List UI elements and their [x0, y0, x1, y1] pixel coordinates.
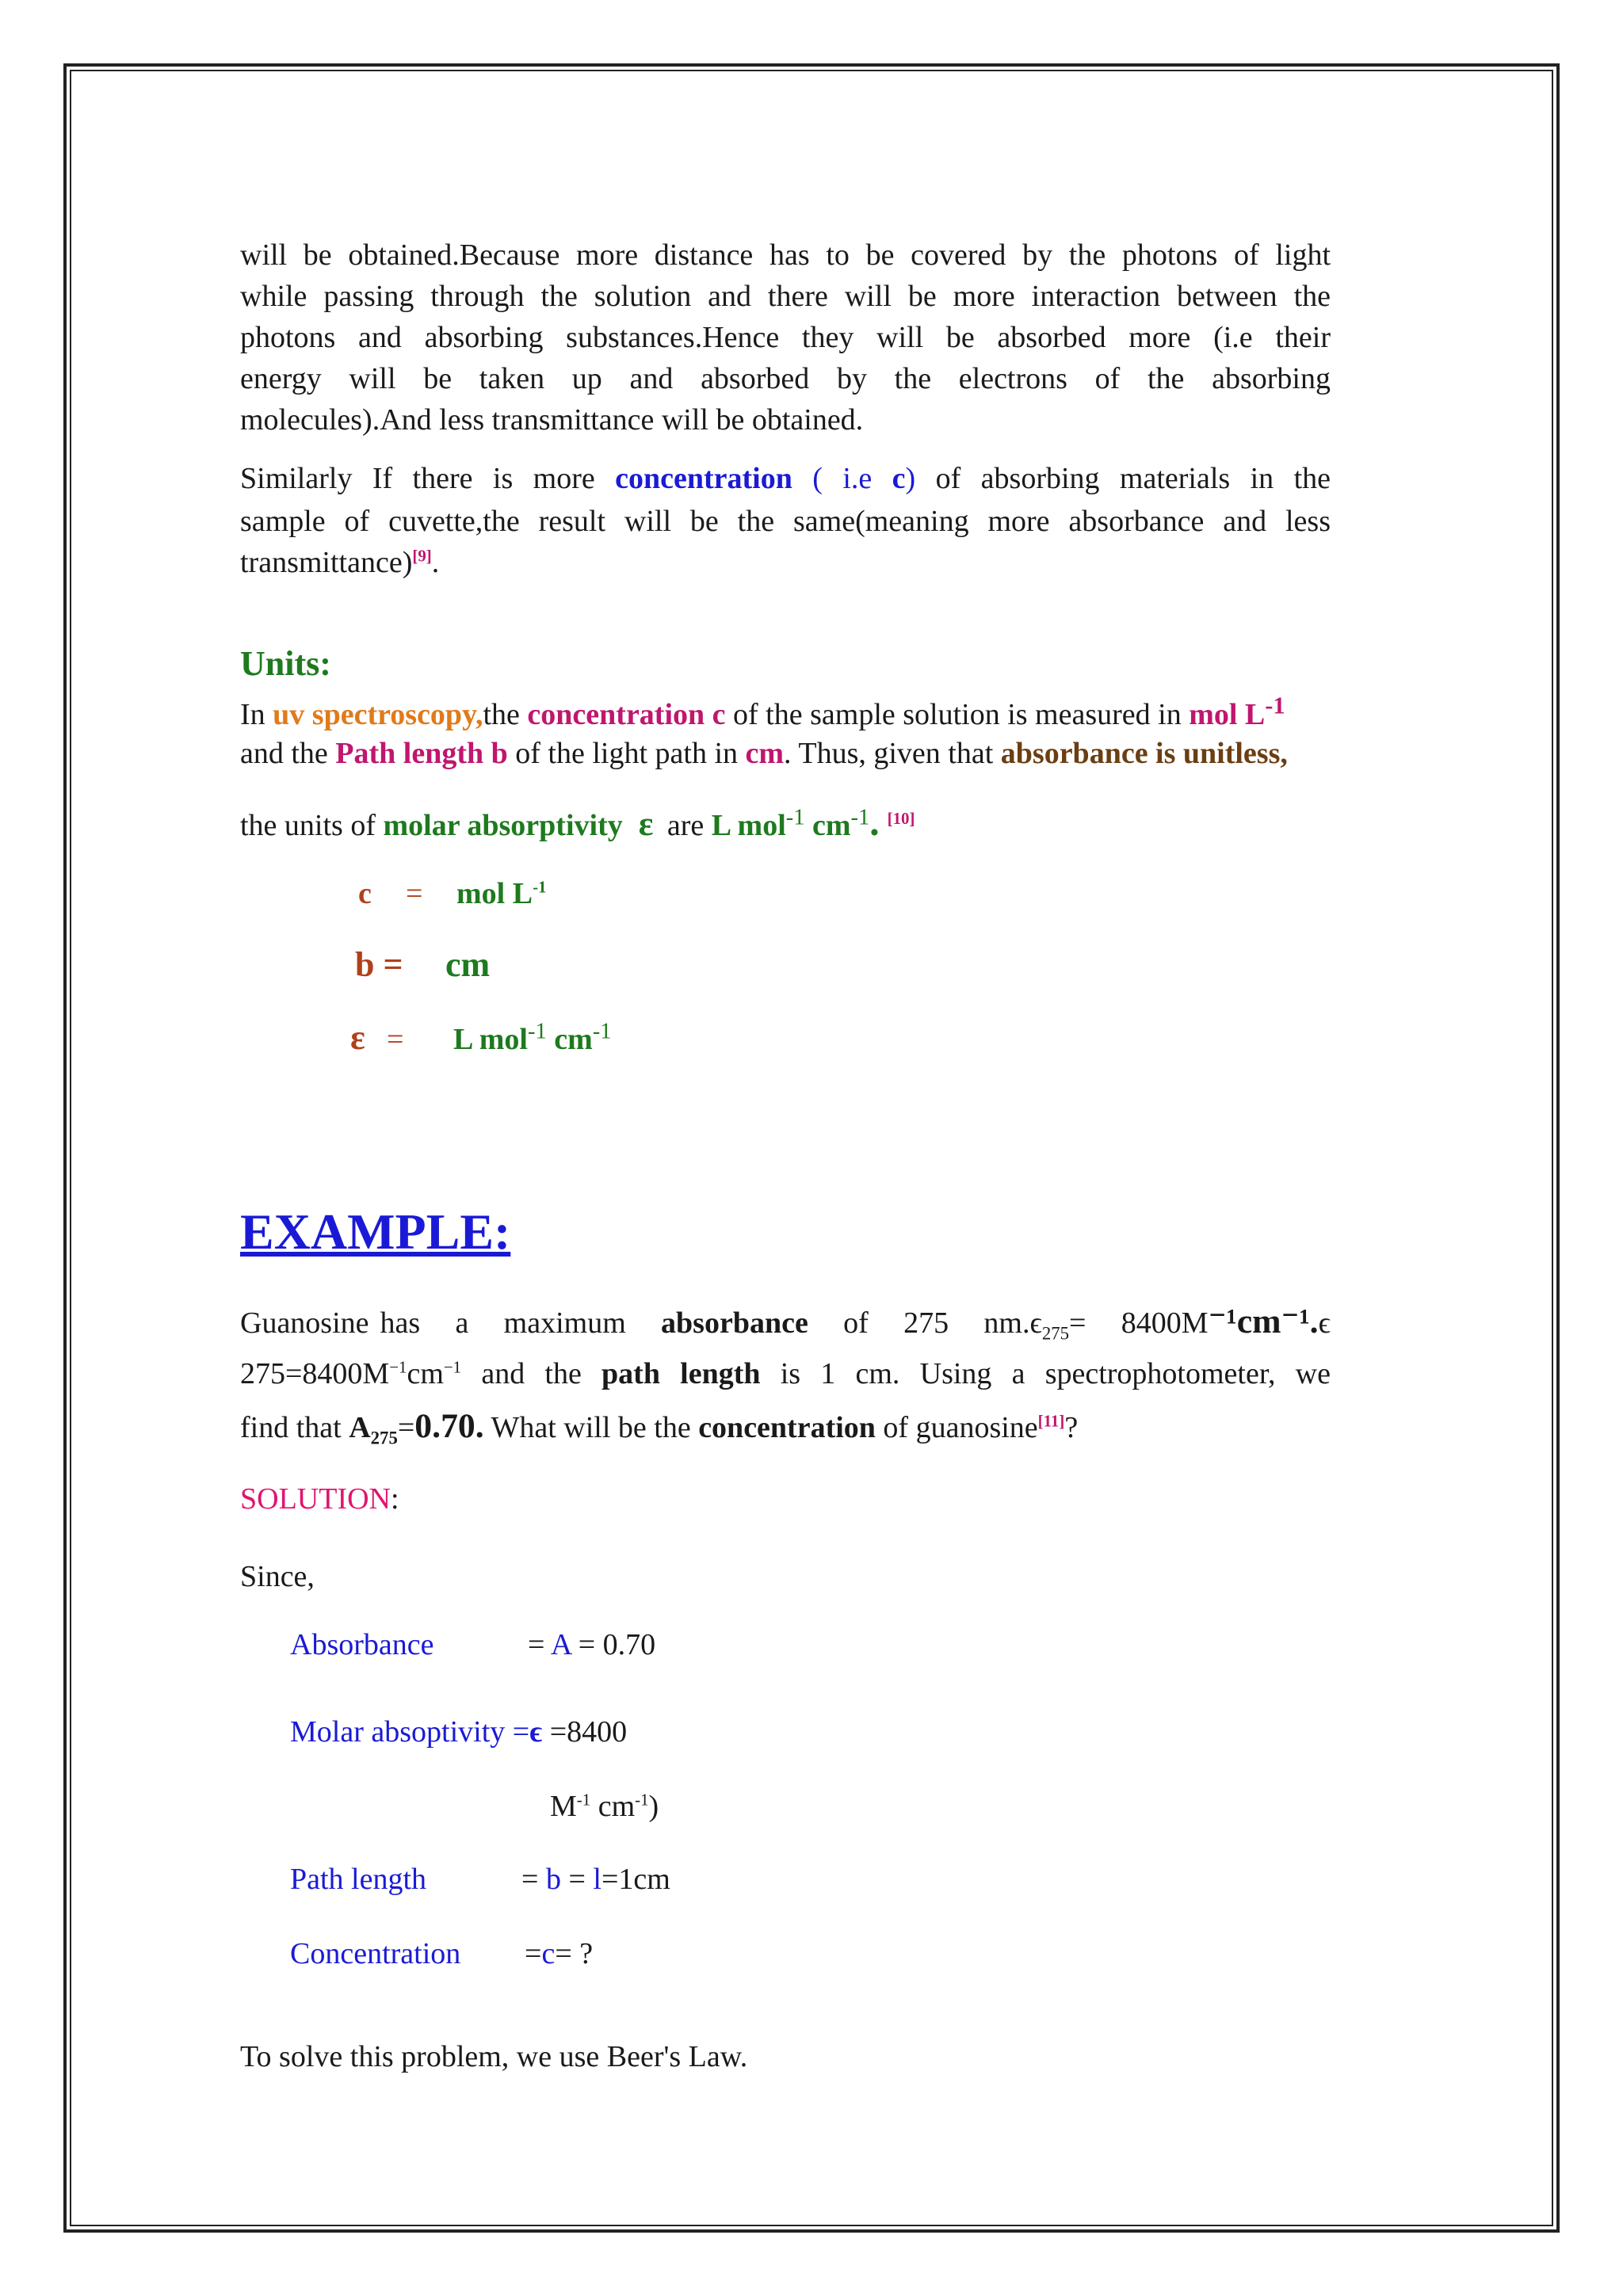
text: of the light path in — [507, 737, 746, 770]
text: and the — [461, 1357, 602, 1390]
text: . — [431, 546, 440, 579]
text: transmittance) — [240, 546, 413, 579]
exponent: −1 — [389, 1357, 407, 1377]
text: find that — [240, 1411, 349, 1444]
example-line-3 — [240, 1405, 1078, 1448]
concentration-label: Concentration — [290, 1937, 461, 1970]
para1-line-2: while passing through the solution and there will be more interaction between the — [240, 280, 1331, 313]
c-symbol: c — [892, 462, 906, 495]
text: are — [659, 809, 712, 842]
text: Similarly If there is more — [240, 462, 616, 495]
path-length-term: path length — [601, 1357, 761, 1390]
subscript: 275 — [1041, 1323, 1070, 1344]
since-text: Since, — [240, 1560, 315, 1593]
epsilon-unit — [453, 1019, 612, 1060]
absorbance-term: absorbance — [661, 1306, 808, 1340]
close-paren: ) — [905, 462, 916, 495]
text: the — [483, 698, 528, 731]
l-symbol: l — [593, 1863, 601, 1896]
paragraph-photons — [240, 235, 1331, 441]
absorbance-value — [528, 1624, 655, 1665]
unit-exponent: -1 — [527, 1019, 547, 1044]
para1-line-4: energy will be taken up and absorbed by the electrons of the absorbing — [240, 362, 1331, 395]
absorbance-unitless-term: absorbance is unitless, — [1000, 737, 1288, 770]
b-symbol: b = — [355, 945, 403, 984]
text: of the sample solution is measured in — [725, 698, 1190, 731]
uv-spectroscopy-term: uv spectroscopy, — [273, 698, 483, 731]
path-length-b-term: Path length b — [335, 737, 508, 770]
reference-10: [10] — [887, 809, 915, 829]
reference-9: [9] — [412, 546, 432, 566]
text: ? — [1064, 1411, 1079, 1444]
example-line-1 — [240, 1301, 1331, 1344]
para2-line-2: sample of cuvette,the result will be the same(meaning more absorbance and less — [240, 505, 1331, 538]
text: of guanosine — [875, 1411, 1038, 1444]
text: . Thus, given that — [784, 737, 1001, 770]
solution-label — [240, 1478, 399, 1520]
epsilon-symbol: ϵ — [529, 1715, 543, 1749]
para1-line-5: molecules).And less transmittance will be obtained. — [240, 403, 864, 437]
epsilon-symbol: ϵ — [1029, 1306, 1042, 1340]
text: M — [550, 1790, 577, 1823]
exponent: -1 — [576, 1790, 591, 1810]
units-line-2 — [240, 733, 1288, 774]
text: cm — [407, 1357, 444, 1390]
units-line-3 — [240, 802, 915, 846]
concentration-c-term: concentration c — [527, 698, 726, 731]
units-heading: Units: — [240, 644, 331, 683]
text: = 8400M — [1069, 1306, 1209, 1340]
example-line-2 — [240, 1353, 1331, 1394]
unit-exponent: -1 — [592, 1019, 612, 1044]
cm-unit: cm — [745, 737, 785, 770]
absorbance-label: Absorbance — [290, 1628, 434, 1661]
para1-line-3: photons and absorbing substances.Hence they will be absorbed more (i.e their — [240, 321, 1331, 354]
molar-label: Molar absoptivity — [290, 1715, 506, 1749]
paragraph-concentration — [240, 458, 1331, 583]
text: Guanosine — [240, 1306, 369, 1340]
text: = — [560, 1863, 594, 1896]
mol-l-unit: mol L — [1189, 698, 1266, 731]
b-unit: cm — [445, 945, 491, 984]
text: of 275 nm. — [808, 1306, 1030, 1340]
concentration-term: concentration — [698, 1411, 876, 1444]
text: L mol — [453, 1023, 528, 1056]
subscript: 275 — [370, 1428, 398, 1448]
reference-11: [11] — [1037, 1411, 1065, 1431]
cm-unit: cm — [804, 809, 851, 842]
epsilon-equals: = — [387, 1023, 404, 1056]
text: cm — [590, 1790, 636, 1823]
unit-exponent: -1 — [785, 805, 805, 830]
ie-text: ( i.e — [792, 462, 892, 495]
text: =1cm — [601, 1863, 670, 1896]
unit-exponent: -1 — [850, 805, 870, 830]
c-unit — [456, 873, 546, 914]
para2-line-3 — [240, 542, 1331, 583]
text: = — [525, 1937, 542, 1970]
epsilon-symbol: ε — [350, 1018, 365, 1057]
text: SOLUTION — [240, 1482, 391, 1516]
text: the units of — [240, 809, 384, 842]
text: In — [240, 698, 273, 731]
text: = — [397, 1411, 415, 1444]
exponent: −1 — [443, 1357, 462, 1377]
a-symbol: A — [349, 1411, 371, 1444]
b-symbol: b — [545, 1863, 561, 1896]
c-symbol: c — [358, 877, 372, 910]
concentration-term: concentration — [615, 462, 792, 495]
concentration-value — [525, 1933, 593, 1974]
text: is 1 cm. Using a spectrophotometer, we — [760, 1357, 1331, 1390]
molar-absorptivity-term: molar absorptivity — [383, 809, 623, 842]
l-mol-unit: L mol — [711, 809, 786, 842]
molar-unit — [550, 1786, 659, 1827]
text: = ? — [555, 1937, 594, 1970]
text: : — [390, 1482, 399, 1516]
text: cm — [546, 1023, 593, 1056]
text: = — [505, 1715, 530, 1749]
text: =8400 — [542, 1715, 628, 1749]
absorbance-value: 0.70. — [414, 1407, 484, 1445]
example-heading: EXAMPLE: — [240, 1203, 511, 1260]
text: 275=8400M — [240, 1357, 390, 1390]
unit-exponent: -1 — [1265, 692, 1285, 719]
text: What will be the — [483, 1411, 699, 1444]
path-length-label: Path length — [290, 1863, 427, 1896]
text: = — [528, 1628, 551, 1661]
unit-text: ⁻¹cm⁻¹. — [1208, 1302, 1319, 1341]
path-length-value — [521, 1859, 670, 1900]
text: and the — [240, 737, 336, 770]
epsilon-symbol: ε — [638, 805, 654, 843]
exponent: -1 — [635, 1790, 649, 1810]
closing-sentence: To solve this problem, we use Beer's Law. — [240, 2040, 748, 2073]
period: . — [869, 800, 880, 844]
c-symbol: c — [541, 1937, 556, 1970]
text: ) — [648, 1790, 659, 1823]
text: has a maximum — [380, 1306, 662, 1340]
text: of absorbing materials in the — [915, 462, 1331, 495]
unit-exponent: -1 — [533, 877, 547, 897]
units-line-1 — [240, 694, 1285, 735]
para1-line-1: will be obtained.Because more distance has to be covered by the photons of light — [240, 238, 1331, 272]
epsilon-symbol: ϵ — [1318, 1306, 1331, 1340]
text: mol L — [456, 877, 533, 910]
c-equals: = — [406, 877, 423, 910]
text: = — [521, 1863, 546, 1896]
molar-absorptivity-row — [290, 1711, 627, 1753]
para2-line-1 — [240, 458, 1331, 499]
text: = 0.70 — [571, 1628, 656, 1661]
a-symbol: A — [550, 1628, 571, 1661]
